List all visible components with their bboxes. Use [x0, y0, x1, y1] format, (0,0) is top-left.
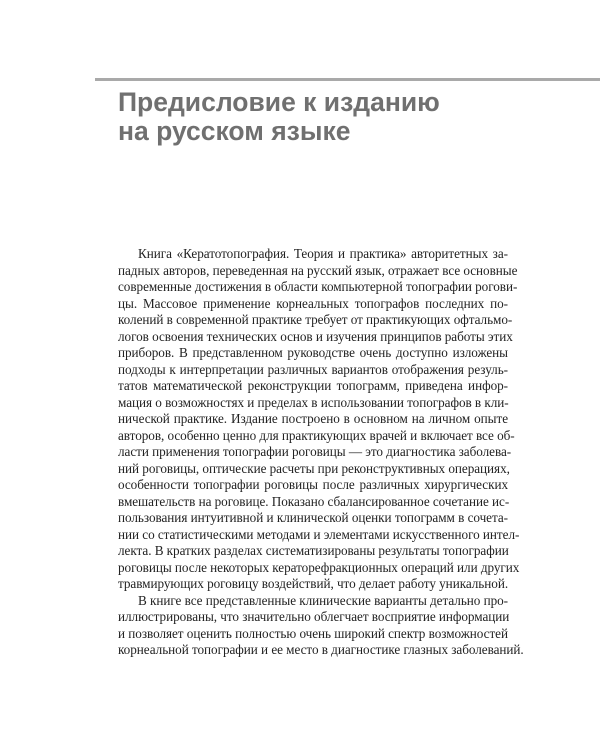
text-line: мация о возможностях и пределах в использовании топографов в кли-	[118, 394, 509, 410]
text-line: корнеальной топографии и ее место в диагностике глазных заболеваний.	[118, 642, 524, 657]
text-line: ний роговицы, оптические расчеты при реконструктивных операциях,	[118, 460, 510, 476]
paragraph	[118, 246, 520, 593]
text-line: нии со статистическими методами и элементами искусственного интел-	[118, 526, 520, 542]
text-line: современные достижения в области компьютерной топографии рогови-	[118, 279, 518, 294]
chapter-title	[118, 88, 440, 146]
chapter-title-line-1: Предисловие к изданию	[118, 87, 440, 117]
text-line: цы. Массовое применение корнеальных топографов последних по-	[118, 295, 508, 311]
body-text	[118, 246, 524, 659]
text-line: особенности топографии роговицы после различных хирургических	[118, 477, 508, 492]
text-line: приборов. В представленном руководстве очень доступно изложены	[118, 345, 508, 360]
paragraph	[118, 592, 524, 659]
text-line: ласти применения топографии роговицы — это диагностика заболева-	[118, 444, 512, 459]
text-line: татов математической реконструкции топограмм, приведена инфор-	[118, 378, 508, 393]
text-line: травмирующих роговицу воздействий, что делает работу уникальной.	[118, 576, 509, 591]
header-rule	[95, 78, 600, 81]
text-line: колений в современной практике требует от практикующих офтальмо-	[118, 312, 513, 327]
text-line: роговицы после некоторых кераторефракционных операций или других	[118, 559, 520, 575]
text-line: В книге все представленные клинические варианты детально про-	[138, 592, 509, 608]
text-line: логов освоения технических основ и изучения принципов работы этих	[118, 328, 513, 344]
text-line: лекта. В кратких разделах систематизированы результаты топографии	[118, 543, 509, 558]
text-line: вмешательств на роговице. Показано сбалансированное сочетание ис-	[118, 493, 510, 509]
text-line: иллюстрированы, что значительно облегчает восприятие информации	[118, 609, 510, 624]
text-line: подходы к интерпретации различных вариантов отображения резуль-	[118, 361, 508, 377]
chapter-title-line-2: на русском языке	[118, 116, 351, 146]
text-line: нической практике. Издание построено в основном на личном опыте	[118, 411, 508, 426]
text-line: авторов, особенно ценно для практикующих врачей и включает все об-	[118, 427, 515, 443]
text-line: падных авторов, переведенная на русский язык, отражает все основные	[118, 262, 518, 278]
text-line: пользования интуитивной и клинической оценки топограмм в сочета-	[118, 510, 508, 525]
text-line: Книга «Кератотопография. Теория и практика» авторитетных за-	[138, 246, 508, 261]
text-line: и позволяет оценить полностью очень широкий спектр возможностей	[118, 625, 508, 641]
